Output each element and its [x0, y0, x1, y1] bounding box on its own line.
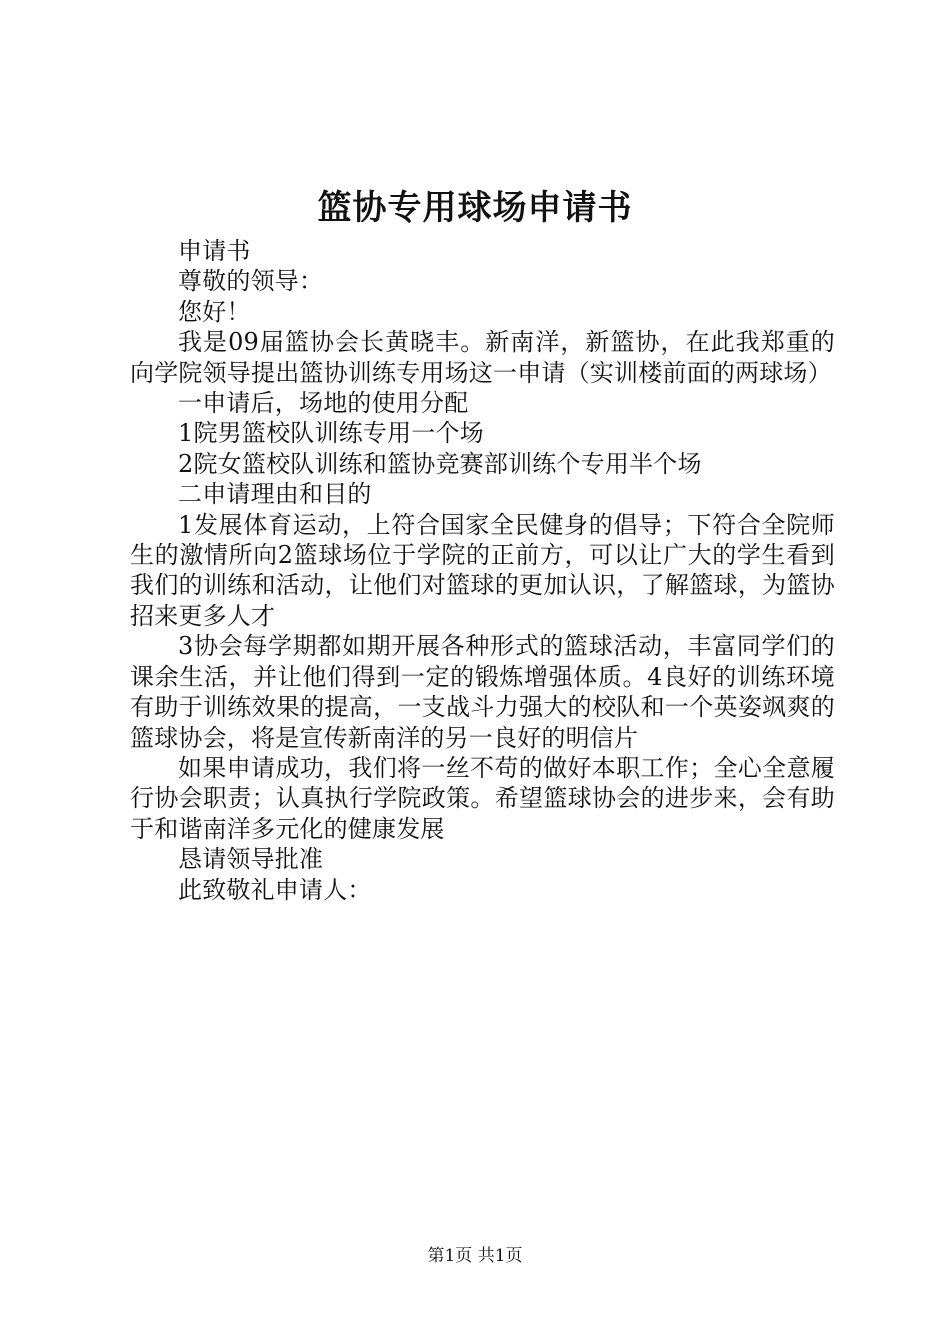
paragraph-section-two-heading: 二申请理由和目的	[178, 480, 372, 509]
document-title: 篮协专用球场申请书	[317, 188, 633, 228]
page-footer: 第1页 共1页	[427, 1246, 523, 1266]
paragraph-reason-3: 3协会每学期都如期开展各种形式的篮球活动，丰富同学们的课余生活，并让他们得到一定的锻炼增强体质。4良好的训练环境有助于训练效果的提高，一支战斗力强大的校队和一个英姿飒爽的篮球协会，将是宣传新南洋的另一良好的明信片	[130, 632, 835, 752]
paragraph-intro: 我是09届篮协会长黄晓丰。新南洋，新篮协，在此我郑重的向学院领导提出篮协训练专用场这一申请（实训楼前面的两球场）	[130, 328, 835, 387]
paragraph-greeting: 您好！	[178, 297, 251, 326]
paragraph-commitment: 如果申请成功，我们将一丝不苟的做好本职工作；全心全意履行协会职责；认真执行学院政策。希望篮球协会的进步来，会有助于和谐南洋多元化的健康发展	[130, 753, 835, 843]
paragraph-closing: 此致敬礼申请人：	[178, 875, 372, 904]
paragraph-section-one-heading: 一申请后，场地的使用分配	[178, 389, 469, 418]
paragraph-heading: 申请书	[178, 237, 251, 265]
paragraph-reason-1: 1发展体育运动，上符合国家全民健身的倡导；下符合全院师生的激情所向2篮球场位于学院的正前方，可以让广大的学生看到我们的训练和活动，让他们对篮球的更加认识，了解篮球，为篮协招来更多人才	[130, 510, 835, 630]
paragraph-allocation-item-1: 1院男篮校队训练专用一个场	[178, 419, 484, 448]
document-body	[130, 236, 835, 905]
paragraph-salutation: 尊敬的领导：	[178, 267, 324, 296]
paragraph-request: 恳请领导批准	[178, 845, 324, 874]
paragraph-allocation-item-2: 2院女篮校队训练和篮协竞赛部训练个专用半个场	[178, 449, 702, 478]
